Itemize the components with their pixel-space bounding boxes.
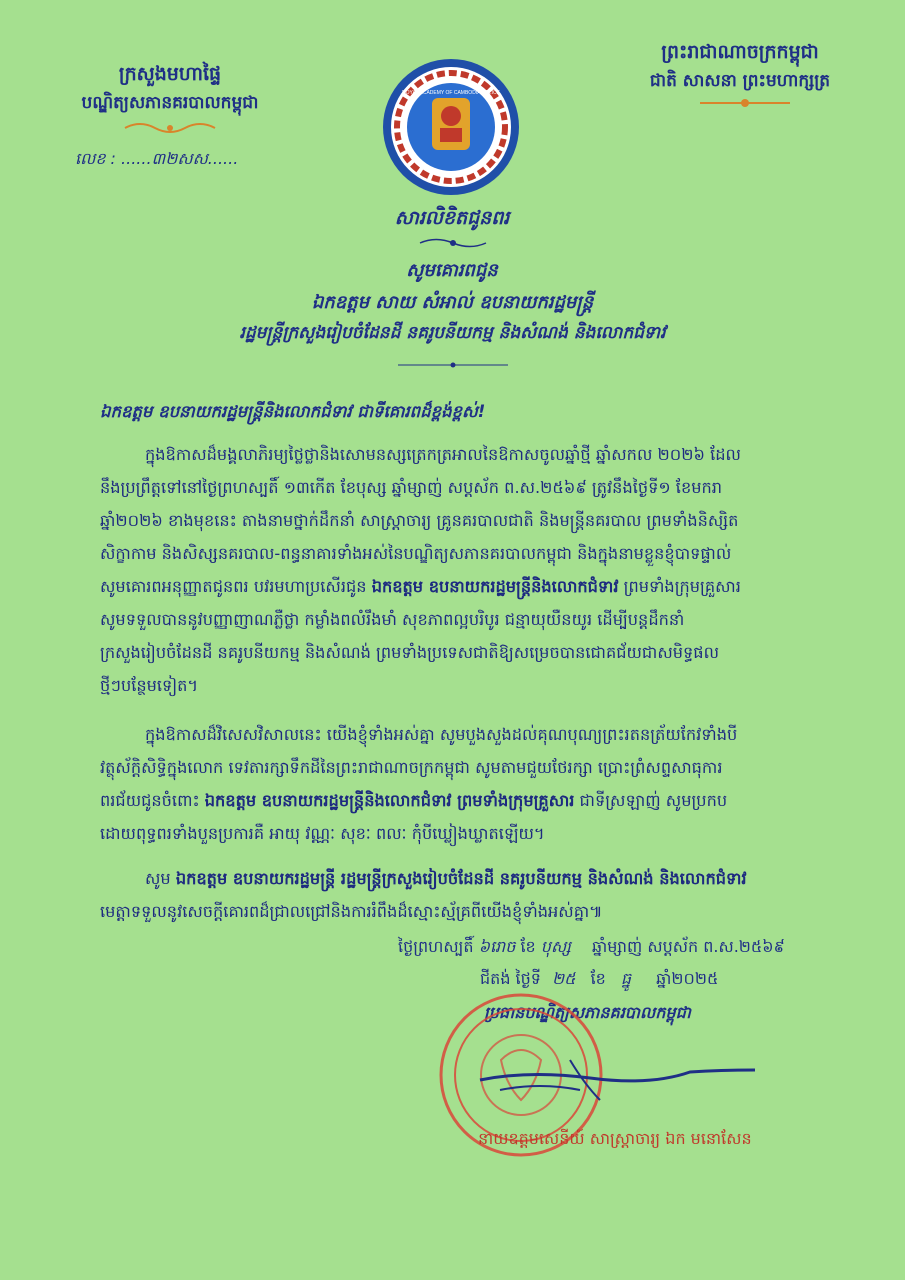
text-run-bold: ឯកឧត្តម ឧបនាយករដ្ឋមន្ត្រីនិងលោកជំទាវ xyxy=(371,577,619,596)
solar-day-label: ជីតង់ ថ្ងៃទី xyxy=(480,969,541,988)
paragraph-line: សូមទទួលបាននូវបញ្ញាញាណភ្លឺថ្លា កម្លាំងពលំរឹងមាំ សុខភាពល្អបរិបូរ ជន្មាយុយឺនយូរ ដើម្បីបន្តដឹកនាំ xyxy=(100,610,685,629)
paragraph-line: ឆ្នាំ២០២៦ ខាងមុខនេះ តាងនាមថ្នាក់ដឹកនាំ សាស្ត្រាចារ្យ គ្រូនគរបាលជាតិ និងមន្ត្រីនគរបាល ព្រមទាំងនិស្សិត xyxy=(100,511,739,530)
respectful-address: សូមគោរពជូន xyxy=(406,260,498,281)
signature-icon xyxy=(470,1040,770,1110)
paragraph-closing xyxy=(100,862,840,928)
paragraph-line: ក្រសួងរៀបចំដែនដី នគរូបនីយកម្ម និងសំណង់ ព្រមទាំងប្រទេសជាតិឱ្យសម្រេចបានជោគជ័យជាសមិទ្ធផល xyxy=(100,643,719,662)
solar-month: ធ្នូ xyxy=(620,969,632,988)
solar-year: ឆ្នាំ២០២៥ xyxy=(656,969,719,988)
paragraph-line: វត្ថុស័ក្តិសិទ្ធិក្នុងលោក ទេវតារក្សាទឹកដីនៃព្រះរាជាណាចក្រកម្ពុជា សូមតាមជួយថែរក្សា ប្រោះព្រំសព្ទសាធុការ xyxy=(100,758,723,777)
text-run: សូមគោរពអនុញ្ញាតជូនពរ បវរមហាប្រសើរជូន xyxy=(100,577,372,596)
document-type: សារលិខិតជូនពរ xyxy=(394,207,510,229)
solar-day: ២៥ xyxy=(552,969,576,988)
signatory-title: ប្រធានបណ្ឌិត្យសភានគរបាលកម្ពុជា xyxy=(484,1003,691,1022)
national-motto: ជាតិ សាសនា ព្រះមហាក្សត្រ xyxy=(649,71,831,91)
paragraph-greeting xyxy=(100,438,840,702)
recipient-line-1: ឯកឧត្តម សាយ សំអាល់ ឧបនាយករដ្ឋមន្ត្រី xyxy=(311,292,594,313)
ornament-divider-icon xyxy=(398,360,508,370)
paragraph-line: ដោយពុទ្ធពរទាំងបួនប្រការគឺ អាយុ វណ្ណៈ សុខៈ ពលៈ កុំបីឃ្លៀងឃ្លាតឡើយ។ xyxy=(100,824,545,843)
ministry-name: ក្រសួងមហាផ្ទៃ xyxy=(118,63,222,85)
lunar-month: បុស្ស xyxy=(540,937,571,956)
solar-date xyxy=(480,968,860,992)
lunar-year: ឆ្នាំម្សាញ់ សប្តស័ក ព.ស.២៥៦៩ xyxy=(592,937,785,956)
paragraph-line xyxy=(100,862,840,895)
reference-label: លេខ : xyxy=(75,149,122,168)
paragraph-line: នឹងប្រព្រឹត្តទៅនៅថ្ងៃព្រហស្បតិ៍ ១៣កើត ខែបុស្ស ឆ្នាំម្សាញ់ សប្តស័ក ព.ស.២៥៦៩ ត្រូវនឹងថ្ងៃទី១ ខែមករា xyxy=(100,478,723,497)
ornament-right-icon xyxy=(695,96,795,110)
paragraph-line: មេត្តាទទួលនូវសេចក្តីគោរពដ៏ជ្រាលជ្រៅនិងការរំពឹងដ៏ស្មោះស្ម័គ្រពីយើងខ្ញុំទាំងអស់គ្នា៕ xyxy=(100,902,603,921)
salutation: ឯកឧត្តម ឧបនាយករដ្ឋមន្ត្រីនិងលោកជំទាវ ជាទីគោរពដ៏ខ្ពង់ខ្ពស់! xyxy=(100,402,486,421)
text-run-bold: ឯកឧត្តម ឧបនាយករដ្ឋមន្ត្រីនិងលោកជំទាវ ព្រមទាំងក្រុមគ្រួសារ xyxy=(204,791,575,810)
ornament-left-icon xyxy=(120,120,220,136)
academy-emblem-icon xyxy=(380,56,522,198)
reference-number xyxy=(75,148,238,172)
emblem-text: ROYAL ACADEMY OF CAMBODIA POLICE xyxy=(402,90,500,96)
text-run: ពរជ័យជូនចំពោះ xyxy=(100,791,205,810)
paragraph-line: ក្នុងឱកាសដ៏មង្គលាភិរម្យថ្លៃថ្លានិងសោមនស្សត្រេកត្រអាលនៃឱកាសចូលឆ្នាំថ្មី ឆ្នាំសកល ២០២៦ ដែល xyxy=(145,445,741,464)
paragraph-line: ថ្មីៗបន្ថែមទៀត។ xyxy=(100,676,199,695)
recipient-line-2: រដ្ឋមន្ត្រីក្រសួងរៀបចំដែនដី នគរូបនីយកម្ម និងសំណង់ និងលោកជំទាវ xyxy=(239,323,666,343)
academy-name: បណ្ឌិត្យសភានគរបាលកម្ពុជា xyxy=(81,93,259,113)
paragraph-line xyxy=(100,570,840,603)
ornament-title-icon xyxy=(418,236,488,250)
signatory-name: នាយឧត្តមសេនីយ៍ សាស្ត្រាចារ្យ ឯក មនោសែន xyxy=(478,1129,752,1148)
lunar-month-label: ខែ xyxy=(520,937,536,956)
lunar-day-label: ថ្ងៃព្រហស្បតិ៍ xyxy=(398,937,474,956)
lunar-date xyxy=(398,936,868,960)
text-run: សូម xyxy=(145,869,176,888)
paragraph-blessing xyxy=(100,718,840,850)
reference-value: ......៣២សស...... xyxy=(121,149,239,168)
solar-month-label: ខែ xyxy=(590,969,606,988)
text-run: ជាទីស្រឡាញ់ សូមប្រកប xyxy=(574,791,728,810)
paragraph-line xyxy=(100,784,840,817)
text-run-bold: ឯកឧត្តម ឧបនាយករដ្ឋមន្ត្រី រដ្ឋមន្ត្រីក្រសួងរៀបចំដែនដី នគរូបនីយកម្ម និងសំណង់ និងលោកជំទាវ xyxy=(175,869,747,888)
lunar-day-handwritten: ៦រោច xyxy=(478,937,516,956)
paragraph-line: ក្នុងឱកាសដ៏វិសេសវិសាលនេះ យើងខ្ញុំទាំងអស់គ្នា សូមបួងសួងដល់គុណបុណ្យព្រះរតនត្រ័យកែវទាំងបី xyxy=(145,725,738,744)
kingdom-name: ព្រះរាជាណាចក្រកម្ពុជា xyxy=(661,41,819,63)
text-run: ព្រមទាំងក្រុមគ្រួសារ xyxy=(618,577,741,596)
paragraph-line: សិក្ខាកាម និងសិស្សនគរបាល-ពន្ធនាគារទាំងអស់នៃបណ្ឌិត្យសភានគរបាលកម្ពុជា និងក្នុងនាមខ្លួនខ្ញុំបាទផ្ទាល់ xyxy=(100,544,732,563)
